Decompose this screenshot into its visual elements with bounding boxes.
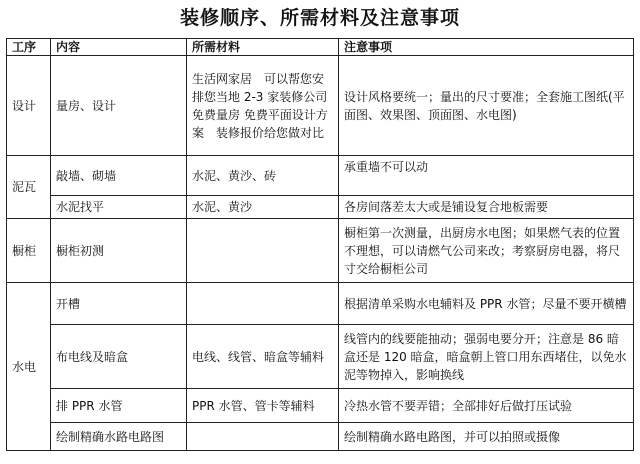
notes-cell: 橱柜第一次测量，出厨房水电图；如果燃气表的位置不理想，可以请燃气公司来改；考察厨房电器，将尺寸交给橱柜公司 xyxy=(339,219,634,283)
table-row xyxy=(7,196,634,219)
materials-cell: 水泥、黄沙 xyxy=(187,196,339,219)
schedule-table xyxy=(6,38,634,451)
materials-cell xyxy=(187,219,339,283)
table-row xyxy=(7,156,634,196)
table-row xyxy=(7,283,634,325)
notes-cell: 绘制精确水路电路图，并可以拍照或摄像 xyxy=(339,423,634,451)
header-content: 内容 xyxy=(51,39,187,56)
content-cell: 开槽 xyxy=(51,283,187,325)
content-cell: 排 PPR 水管 xyxy=(51,389,187,423)
content-cell: 量房、设计 xyxy=(51,56,187,156)
content-cell: 敲墙、砌墙 xyxy=(51,156,187,196)
header-notes: 注意事项 xyxy=(339,39,634,56)
content-cell: 水泥找平 xyxy=(51,196,187,219)
notes-cell: 根据清单采购水电辅料及 PPR 水管；尽量不要开横槽 xyxy=(339,283,634,325)
materials-cell: 水泥、黄沙、砖 xyxy=(187,156,339,196)
stage-cell: 水电 xyxy=(7,283,51,451)
content-cell: 橱柜初测 xyxy=(51,219,187,283)
table-header-row xyxy=(7,39,634,56)
header-materials: 所需材料 xyxy=(187,39,339,56)
table-row xyxy=(7,423,634,451)
notes-cell: 承重墙不可以动 xyxy=(339,156,634,196)
table-row xyxy=(7,389,634,423)
table-row xyxy=(7,219,634,283)
page-title: 装修顺序、所需材料及注意事项 xyxy=(179,7,460,29)
materials-cell xyxy=(187,423,339,451)
stage-cell: 泥瓦 xyxy=(7,156,51,219)
notes-cell: 各房间落差太大或是铺设复合地板需要 xyxy=(339,196,634,219)
notes-cell: 冷热水管不要弄错；全部排好后做打压试验 xyxy=(339,389,634,423)
table-row xyxy=(7,325,634,389)
content-cell: 绘制精确水路电路图 xyxy=(51,423,187,451)
stage-cell: 橱柜 xyxy=(7,219,51,283)
header-stage: 工序 xyxy=(7,39,51,56)
materials-cell: PPR 水管、管卡等辅料 xyxy=(187,389,339,423)
notes-cell: 线管内的线要能抽动；强弱电要分开；注意是 86 暗盒还是 120 暗盒，暗盒朝上管口用东西堵住，以免水泥等物掉入，影响换线 xyxy=(339,325,634,389)
stage-cell: 设计 xyxy=(7,56,51,156)
materials-cell: 电线、线管、暗盒等辅料 xyxy=(187,325,339,389)
content-cell: 布电线及暗盒 xyxy=(51,325,187,389)
notes-cell: 设计风格要统一；量出的尺寸要准；全套施工图纸(平面图、效果图、顶面图、水电图) xyxy=(339,56,634,156)
materials-cell: 生活网家居 可以帮您安排您当地 2-3 家装修公司 免费量房 免费平面设计方案 装修报价给您做对比 xyxy=(187,56,339,156)
table-row xyxy=(7,56,634,156)
materials-cell xyxy=(187,283,339,325)
